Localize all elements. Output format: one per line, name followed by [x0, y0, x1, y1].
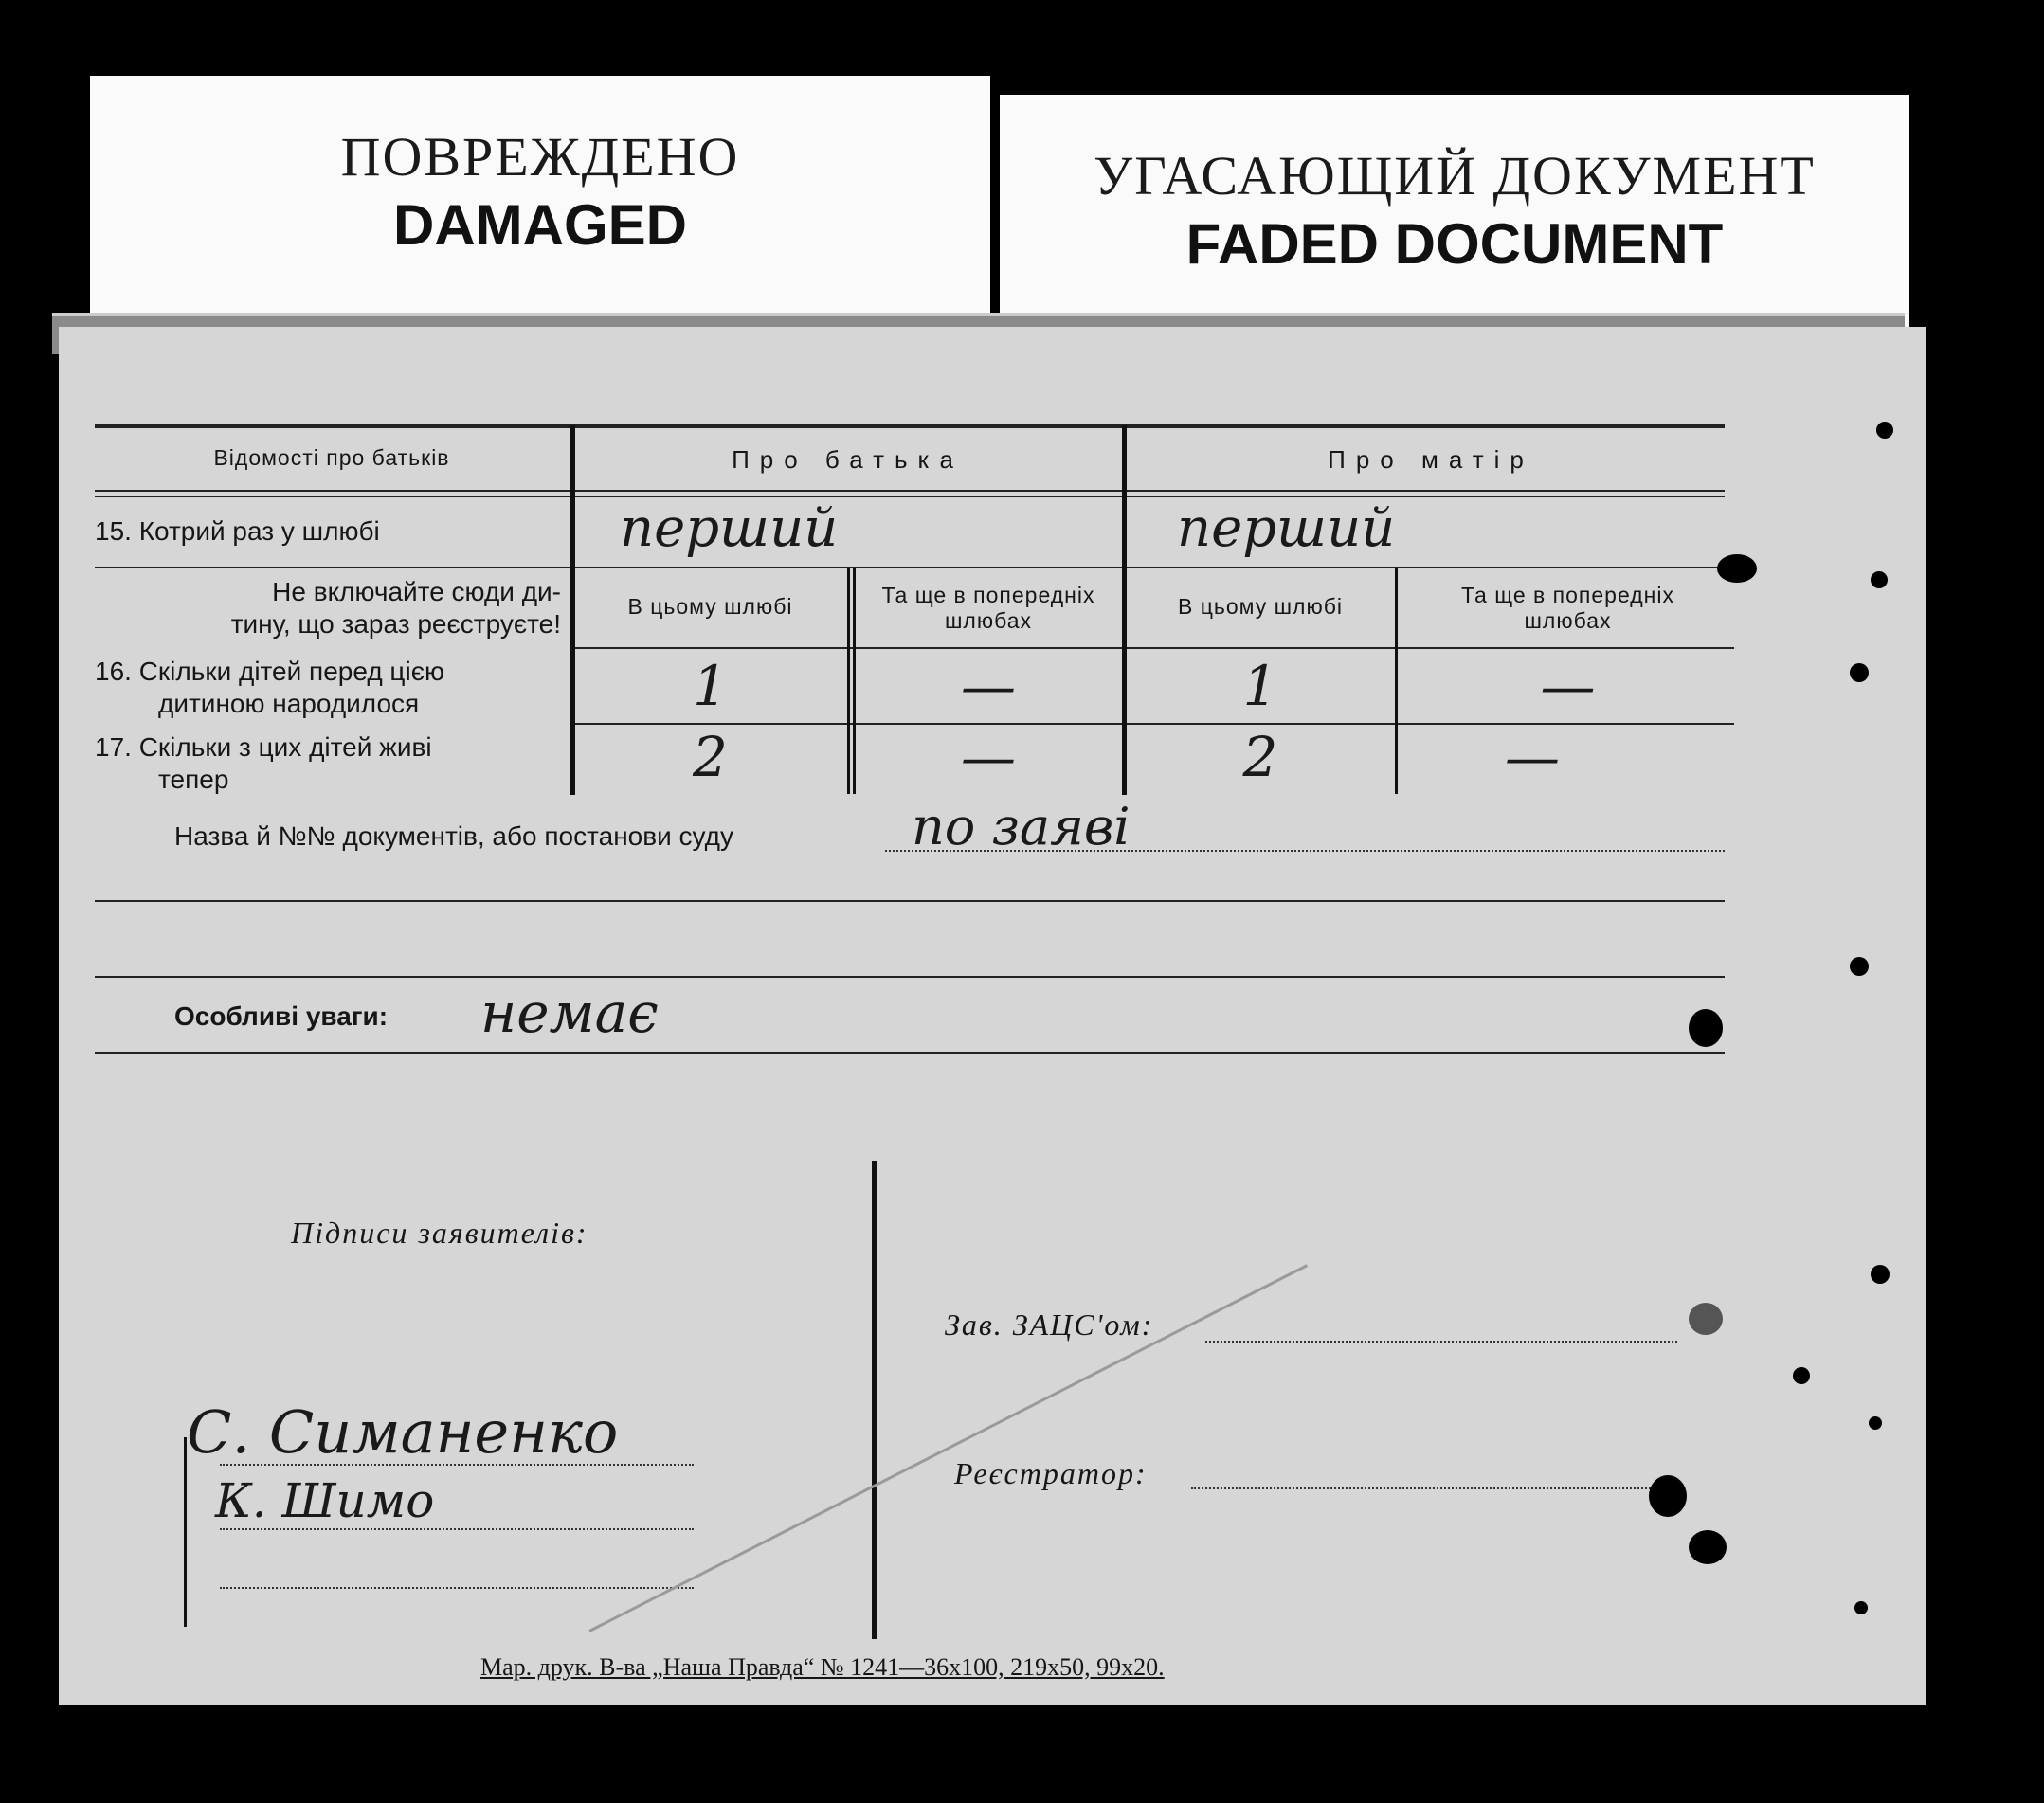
row17-mother-this: 2: [1242, 725, 1278, 789]
punch-hole: [1854, 1601, 1868, 1614]
header-rule-2: [95, 496, 1725, 497]
remarks-line: [95, 1052, 1725, 1054]
punch-hole: [1689, 1303, 1723, 1335]
damaged-label-en: DAMAGED: [393, 193, 687, 257]
punch-hole: [1871, 571, 1888, 588]
subheader-mother-prev-1: Та ще в попередніх: [1461, 583, 1674, 607]
row15-father-value: перший: [620, 497, 839, 559]
signature-2: К. Шимо: [215, 1473, 435, 1528]
subheader-rule: [570, 647, 1734, 649]
head-zags-label: Зав. ЗАЦС'ом:: [945, 1307, 1154, 1342]
signature-divider: [872, 1161, 877, 1639]
signatures-label: Підписи заявителів:: [291, 1216, 588, 1250]
registration-form-sheet: [59, 327, 1926, 1705]
registrar-line: [1191, 1487, 1684, 1489]
registrar-label: Реєстратор:: [954, 1456, 1148, 1490]
row17-father-prev: —: [961, 725, 1016, 789]
col-divider-father-sub: [847, 568, 850, 794]
row15-label: 15. Котрий раз у шлюбі: [95, 516, 380, 546]
remarks-label: Особливі уваги:: [174, 1001, 389, 1031]
col-divider-father-sub-2: [853, 568, 856, 794]
row15-mother-value: перший: [1177, 497, 1396, 559]
printer-imprint: Мар. друк. В-ва „Наша Правда“ № 1241—36x100, 219x50, 99x20.: [480, 1653, 1165, 1681]
punch-hole: [1869, 1416, 1882, 1430]
head-zags-line: [1205, 1341, 1677, 1343]
col-divider-mother-sub: [1395, 568, 1398, 794]
faded-label-en: FADED DOCUMENT: [1185, 212, 1724, 276]
damaged-label: [90, 76, 990, 327]
row15-rule: [95, 567, 1734, 568]
signature-1-line: [220, 1464, 694, 1466]
col-divider-father-mother: [1122, 425, 1127, 795]
subheader-father-this: В цьому шлюбі: [627, 594, 793, 619]
subheader-mother-prev-2: шлюбах: [1524, 608, 1612, 633]
header-about-mother: Про матір: [1328, 445, 1534, 474]
blank-line-1: [95, 900, 1725, 902]
punch-hole: [1871, 1265, 1890, 1284]
faded-label-ru: УГАСАЮЩИЙ ДОКУМЕНТ: [1094, 145, 1816, 207]
punch-hole: [1850, 663, 1869, 682]
row17-label-line1: 17. Скільки з цих дітей живі: [95, 732, 432, 762]
subheader-father-prev-2: шлюбах: [944, 608, 1033, 633]
blank-line-2: [95, 976, 1725, 978]
damaged-label-ru: ПОВРЕЖДЕНО: [340, 126, 740, 188]
row16-father-prev: —: [961, 654, 1016, 718]
row16-father-this: 1: [693, 654, 728, 718]
row17-mother-prev: —: [1505, 725, 1560, 789]
ink-blot: [1717, 554, 1757, 583]
subheader-mother-this: В цьому шлюбі: [1177, 594, 1344, 619]
subheader-father-prev-1: Та ще в попередніх: [881, 583, 1095, 607]
signature-bracket: [184, 1437, 187, 1627]
header-about-father: Про батька: [732, 445, 964, 474]
faded-document-label: [1000, 95, 1909, 327]
header-rule: [95, 490, 1725, 492]
signature-3-line: [220, 1587, 694, 1589]
punch-hole: [1689, 1009, 1723, 1047]
documents-label: Назва й №№ документів, або постанови суду: [174, 821, 733, 851]
row17-father-this: 2: [693, 725, 728, 789]
remarks-value: немає: [480, 981, 659, 1045]
table-top-rule: [95, 424, 1725, 428]
row16-label-line1: 16. Скільки дітей перед цією: [95, 657, 444, 686]
header-parents-info: Відомості про батьків: [213, 445, 450, 470]
row17-label-line2: тепер: [158, 765, 229, 794]
punch-hole: [1793, 1367, 1810, 1384]
ink-blot: [1649, 1475, 1687, 1517]
note-line1: Не включайте сюди ди-: [272, 577, 561, 606]
note-line2: тину, що зараз реєструєте!: [230, 609, 561, 639]
ink-blot: [1689, 1530, 1727, 1564]
signature-1: С. Симаненко: [187, 1397, 619, 1467]
row16-mother-this: 1: [1242, 654, 1278, 718]
row16-mother-prev: —: [1540, 654, 1596, 718]
row16-label-line2: дитиною народилося: [158, 689, 420, 718]
signature-2-line: [220, 1528, 694, 1530]
documents-value: по заяві: [912, 797, 1131, 856]
punch-hole: [1850, 957, 1869, 976]
punch-hole: [1876, 422, 1893, 439]
